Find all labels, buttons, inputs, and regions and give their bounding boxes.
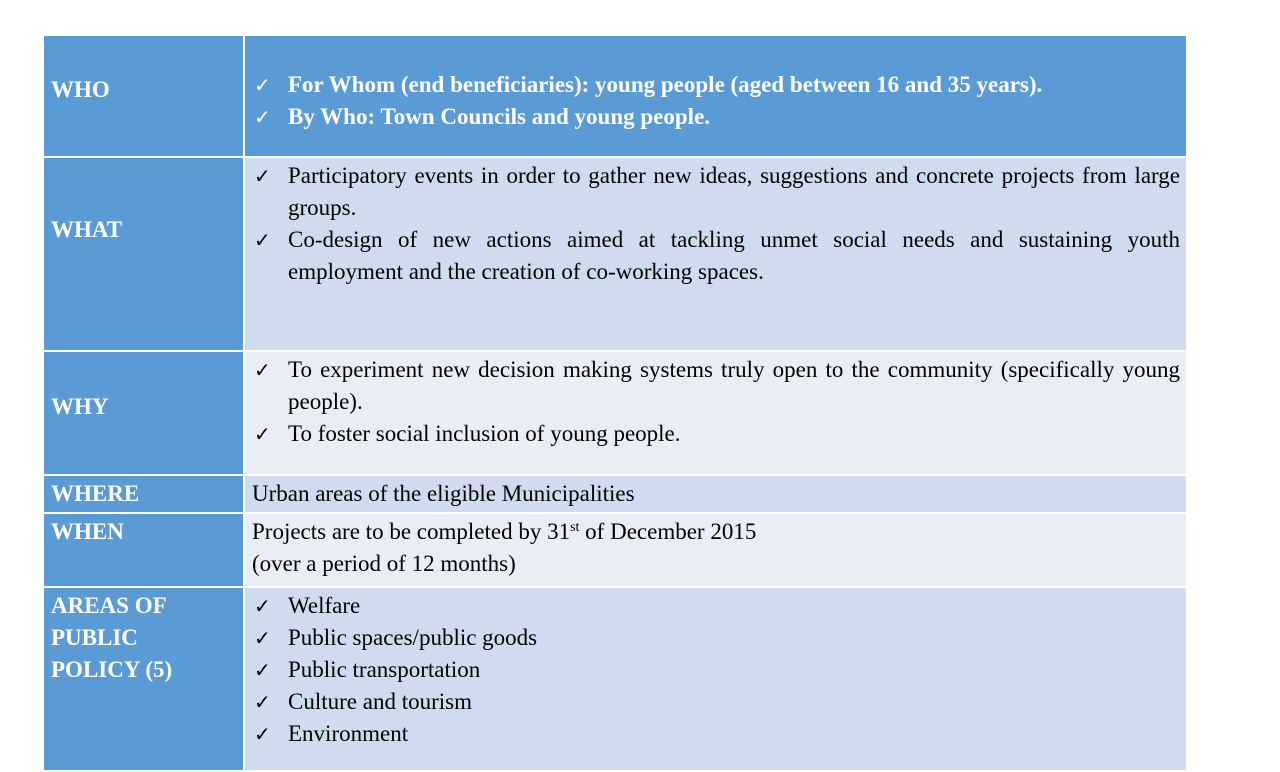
who-list [252,69,1180,133]
row-label-what: WHAT [43,157,244,351]
check-icon: ✓ [254,690,271,714]
areas-item-text: Public spaces/public goods [288,625,538,650]
list-item [252,686,1180,718]
row-label-who: WHO [43,35,244,157]
row-content-who [244,35,1187,157]
row-content-areas [244,587,1187,771]
what-item-text: Co-design of new actions aimed at tackling unmet social needs and sustaining youth employment and the creation of co-working spaces. [288,227,1180,284]
areas-item-text: Environment [288,721,409,746]
check-icon: ✓ [254,658,271,682]
why-list [252,354,1180,450]
table-row-why [43,351,1187,475]
table-row-who [43,35,1187,157]
row-label-why: WHY [43,351,244,475]
list-item [252,418,1180,450]
areas-item-text: Public transportation [288,657,481,682]
areas-list [252,590,1180,750]
why-item-text: To experiment new decision making systems truly open to the community (specifically young people). [288,357,1180,414]
areas-label-line: POLICY (5) [51,657,173,682]
list-item [252,590,1180,622]
table-row-where [43,475,1187,513]
check-icon: ✓ [254,626,271,650]
list-item [252,654,1180,686]
check-icon: ✓ [254,358,271,382]
row-label-when: WHEN [43,513,244,587]
check-icon: ✓ [254,73,271,97]
row-content-why [244,351,1187,475]
why-item-text: To foster social inclusion of young people. [288,421,681,446]
check-icon: ✓ [254,594,271,618]
when-deadline-text: Projects are to be completed by 31 [252,519,571,544]
who-item-text: By Who: Town Councils and young people. [288,104,711,129]
list-item [252,718,1180,750]
areas-item-text: Welfare [288,593,361,618]
list-item [252,354,1180,418]
table-row-when [43,513,1187,587]
check-icon: ✓ [254,722,271,746]
check-icon: ✓ [254,228,271,252]
list-item [252,160,1180,224]
list-item [252,69,1180,101]
areas-label-line: AREAS OF [51,593,167,618]
row-label-where: WHERE [43,475,244,513]
check-icon: ✓ [254,105,271,129]
check-icon: ✓ [254,422,271,446]
row-content-what [244,157,1187,351]
row-content-where: Urban areas of the eligible Municipalities [244,475,1187,513]
list-item [252,622,1180,654]
table-row-areas [43,587,1187,771]
when-deadline-date: of December 2015 [579,519,757,544]
when-line-period: (over a period of 12 months) [252,551,516,576]
areas-label-line: PUBLIC [51,625,138,650]
list-item [252,224,1180,288]
table-row-what [43,157,1187,351]
what-list [252,160,1180,288]
list-item [252,101,1180,133]
when-line-deadline [252,516,1180,548]
row-content-when [244,513,1187,587]
when-ordinal-suffix: st [570,520,580,535]
who-item-text: For Whom (end beneficiaries): young people (aged between 16 and 35 years). [288,72,1043,97]
info-table [42,34,1188,772]
areas-item-text: Culture and tourism [288,689,472,714]
what-item-text: Participatory events in order to gather new ideas, suggestions and concrete projects from large groups. [288,163,1180,220]
row-label-areas [43,587,244,771]
check-icon: ✓ [254,164,271,188]
